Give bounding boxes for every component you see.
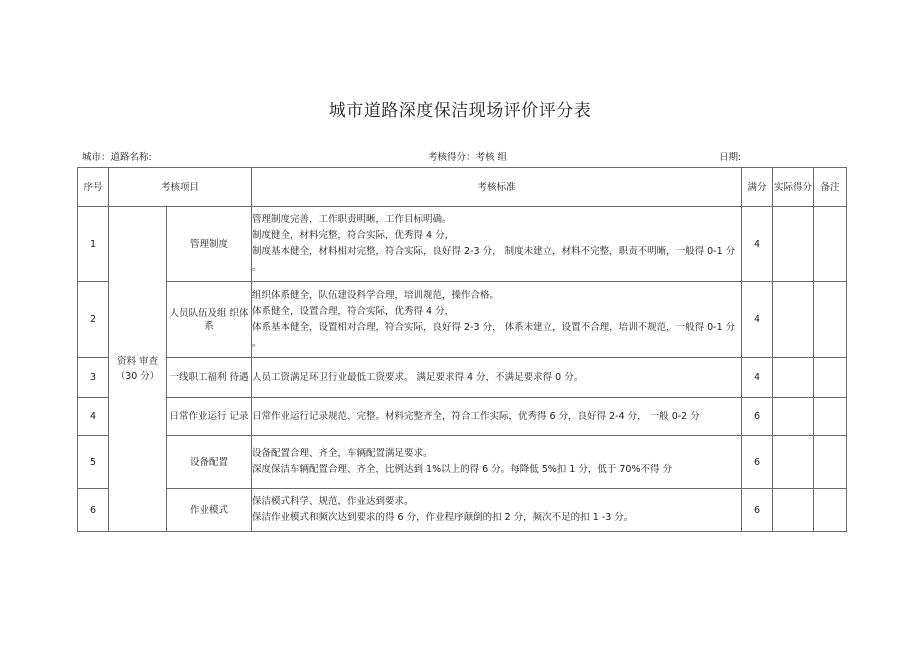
header-seq: 序号 (78, 168, 109, 207)
remarks-cell[interactable] (814, 436, 847, 489)
row-item: 管理制度 (167, 207, 252, 282)
evaluation-table (77, 167, 847, 532)
row-seq: 6 (78, 489, 109, 532)
city-road-name-label: 城市：道路名称: (82, 152, 152, 163)
row-full-score: 6 (742, 436, 773, 489)
remarks-cell[interactable] (814, 358, 847, 398)
standard-line: 日常作业运行记录规范、完整。材料完整齐全，符合工作实际，优秀得 6 分，良好得 2-4 分， 一般 0-2 分 (252, 410, 700, 422)
actual-score-cell[interactable] (773, 436, 814, 489)
row-full-score: 6 (742, 489, 773, 532)
row-full-score: 4 (742, 282, 773, 358)
actual-score-cell[interactable] (773, 207, 814, 282)
table-header-row (78, 168, 847, 207)
score-group-label: 考核得分：考核 组 (428, 152, 508, 163)
category-cell (109, 207, 167, 532)
actual-score-cell[interactable] (773, 398, 814, 436)
row-seq: 4 (78, 398, 109, 436)
row-full-score: 6 (742, 398, 773, 436)
standard-line: 设备配置合理、齐全，车辆配置满足要求。 (252, 448, 433, 459)
row-item: 日常作业运行 记录 (167, 398, 252, 436)
header-standard: 考核标准 (252, 168, 742, 207)
remarks-cell[interactable] (814, 398, 847, 436)
page-title: 城市道路深度保洁现场评价评分表 (328, 101, 592, 121)
standard-line: 组织体系健全，队伍建设科学合理，培训规范，操作合格。 (252, 289, 500, 301)
header-item: 考核项目 (109, 168, 252, 207)
standard-line: 深度保洁车辆配置合理、齐全，比例达到 1%以上的得 6 分。每降低 5%扣 1 分，低于 70%不得 分 (252, 464, 673, 475)
row-seq: 3 (78, 358, 109, 398)
table-row (78, 489, 847, 532)
header-full-score: 满分 (742, 168, 773, 207)
header-remarks: 备注 (814, 168, 847, 207)
row-seq: 5 (78, 436, 109, 489)
row-seq: 2 (78, 282, 109, 358)
table-row (78, 398, 847, 436)
remarks-cell[interactable] (814, 282, 847, 358)
header-actual-score: 实际得分 (773, 168, 814, 207)
row-standard (252, 282, 742, 358)
row-item: 设备配置 (167, 436, 252, 489)
remarks-cell[interactable] (814, 489, 847, 532)
standard-line: 。 (252, 337, 262, 349)
standard-line: 制度基本健全，材料相对完整，符合实际，良好得 2-3 分， 制度未建立，材料不完整，职责不明晰，一般得 0-1 分 (252, 246, 736, 257)
standard-line: 保洁作业模式和频次达到要求的得 6 分，作业程序颠倒的扣 2 分，频次不足的扣 1 -3 分。 (252, 512, 634, 523)
standard-line: 体系基本健全，设置相对合理，符合实际，良好得 2-3 分， 体系未建立，设置不合理，培训不规范，一般得 0-1 分 (252, 321, 736, 333)
standard-line: 管理制度完善，工作职责明晰，工作目标明确。 (252, 214, 452, 225)
row-standard (252, 398, 742, 436)
standard-line: 。 (252, 262, 262, 273)
actual-score-cell[interactable] (773, 489, 814, 532)
actual-score-cell[interactable] (773, 282, 814, 358)
standard-line: 体系健全，设置合理，符合实际，优秀得 4 分， (252, 305, 455, 317)
table-row (78, 207, 847, 282)
row-item: 一线职工福利 待遇 (167, 358, 252, 398)
row-standard (252, 207, 742, 282)
standard-line: 保洁模式科学、规范，作业达到要求。 (252, 496, 414, 507)
category-name: 资料 审查 (116, 356, 159, 367)
row-seq: 1 (78, 207, 109, 282)
actual-score-cell[interactable] (773, 358, 814, 398)
table-row (78, 436, 847, 489)
standard-line: 人员工资满足环卫行业最低工资要求。 满足要求得 4 分，不满足要求得 0 分。 (252, 371, 584, 383)
row-full-score: 4 (742, 207, 773, 282)
row-standard (252, 489, 742, 532)
date-label: 日期: (719, 152, 742, 163)
row-item: 人员队伍及组 织体系 (167, 282, 252, 358)
standard-line: 制度健全，材料完整，符合实际，优秀得 4 分， (252, 230, 455, 241)
row-standard (252, 358, 742, 398)
row-item: 作业模式 (167, 489, 252, 532)
table-row (78, 358, 847, 398)
remarks-cell[interactable] (814, 207, 847, 282)
category-points: （30 分） (115, 371, 160, 382)
row-standard (252, 436, 742, 489)
row-full-score: 4 (742, 358, 773, 398)
table-row (78, 282, 847, 358)
